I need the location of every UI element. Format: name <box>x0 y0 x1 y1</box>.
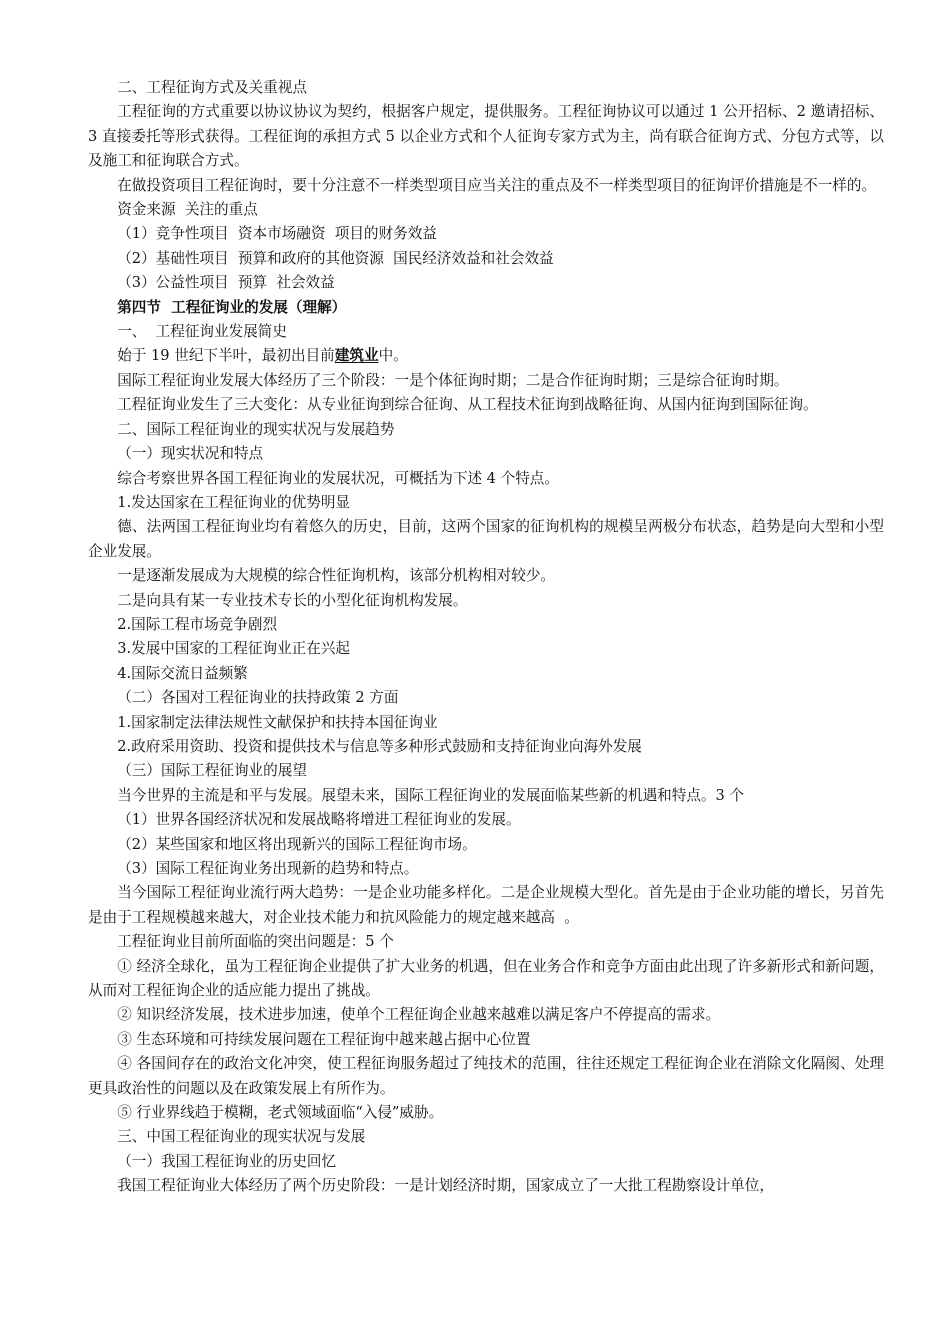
list-item: （3）国际工程征询业务出现新的趋势和特点。 <box>117 860 419 877</box>
construction-industry-link[interactable]: 建筑业 <box>334 347 379 365</box>
list-item: （1）竞争性项目 资本市场融资 项目的财务效益 <box>117 225 437 243</box>
paragraph-text: 中。 <box>378 347 408 365</box>
chapter-heading: 第四节 工程征询业的发展（理解） <box>117 298 347 316</box>
list-item: （2）某些国家和地区将出现新兴的国际工程征询市场。 <box>117 835 477 853</box>
document-page <box>88 76 884 1199</box>
list-item: 3.发展中国家的工程征询业正在兴起 <box>117 640 351 658</box>
list-item: ④ 各国间存在的政治文化冲突，使工程征询服务超过了纯技术的范围，往往还规定工程征询企业在消除文化隔阂、处理更具政治性的问题以及在政策发展上有所作为。 <box>88 1055 884 1097</box>
body-paragraph: 当今国际工程征询业流行两大趋势：一是企业功能多样化。二是企业规模大型化。首先是由于企业功能的增长，另首先是由于工程规模越来越大，对企业技术能力和抗风险能力的规定越来越高 。 <box>88 884 884 926</box>
subsection-heading: （三）国际工程征询业的展望 <box>117 762 307 780</box>
list-item: 4.国际交流日益频繁 <box>117 664 248 682</box>
section-heading: 二、国际工程征询业的现实状况与发展趋势 <box>117 420 395 438</box>
body-paragraph: 二是向具有某一专业技术专长的小型化征询机构发展。 <box>117 591 468 609</box>
list-header: 资金来源 关注的重点 <box>117 201 258 219</box>
body-paragraph: 我国工程征询业大体经历了两个历史阶段：一是计划经济时期，国家成立了一大批工程勘察设计单位， <box>117 1177 774 1195</box>
paragraph-text: 始于 19 世纪下半叶，最初出目前 <box>117 347 335 365</box>
subsection-heading: （二）各国对工程征询业的扶持政策 2 方面 <box>117 689 399 707</box>
body-paragraph: 在做投资项目工程征询时，要十分注意不一样类型项目应当关注的重点及不一样类型项目的征询评价措施是不一样的。 <box>117 176 877 194</box>
list-item: 1.国家制定法律法规性文献保护和扶持本国征询业 <box>117 713 438 731</box>
section-heading: 二、工程征询方式及关重视点 <box>117 79 307 96</box>
body-paragraph: 当今世界的主流是和平与发展。展望未来，国际工程征询业的发展面临某些新的机遇和特点。3 个 <box>117 786 745 804</box>
list-item: 2.国际工程市场竞争剧烈 <box>117 615 278 633</box>
section-heading: 三、中国工程征询业的现实状况与发展 <box>117 1128 366 1146</box>
list-item: ③ 生态环境和可持续发展问题在工程征询中越来越占据中心位置 <box>117 1030 531 1048</box>
list-item: （1）世界各国经济状况和发展战略将增进工程征询业的发展。 <box>117 811 521 829</box>
subsection-heading: （一）现实状况和特点 <box>117 445 264 463</box>
body-paragraph-with-link <box>88 344 884 368</box>
section-heading: 一、 工程征询业发展简史 <box>117 323 287 341</box>
body-paragraph: 工程征询业发生了三大变化：从专业征询到综合征询、从工程技术征询到战略征询、从国内征询到国际征询。 <box>117 396 818 414</box>
list-item: ⑤ 行业界线趋于模糊，老式领域面临“入侵”威胁。 <box>117 1104 444 1122</box>
list-item: ① 经济全球化，虽为工程征询企业提供了扩大业务的机遇，但在业务合作和竞争方面由此出现了许多新形式和新问题，从而对工程征询企业的适应能力提出了挑战。 <box>88 957 884 1000</box>
body-paragraph: 德、法两国工程征询业均有着悠久的历史，目前，这两个国家的征询机构的规模呈两极分布状态，趋势是向大型和小型企业发展。 <box>88 518 884 560</box>
list-item: （3）公益性项目 预算 社会效益 <box>117 274 335 292</box>
list-item: （2）基础性项目 预算和政府的其他资源 国民经济效益和社会效益 <box>117 249 554 267</box>
body-paragraph: 工程征询业目前所面临的突出问题是：5 个 <box>117 933 394 951</box>
list-item: ② 知识经济发展，技术进步加速，使单个工程征询企业越来越难以满足客户不停提高的需求。 <box>117 1006 721 1024</box>
body-paragraph: 国际工程征询业发展大体经历了三个阶段：一是个体征询时期；二是合作征询时期；三是综合征询时期。 <box>117 371 789 389</box>
body-paragraph: 工程征询的方式重要以协议协议为契约，根据客户规定，提供服务。工程征询协议可以通过 1 公开招标、2 邀请招标、3 直接委托等形式获得。工程征询的承担方式 5 以企业方式和个人征询专家方式为主，尚有联合征询方式、分包方式等，以及施工和征询联合方式。 <box>88 103 884 170</box>
subsection-heading: （一）我国工程征询业的历史回忆 <box>117 1152 337 1170</box>
list-item: 2.政府采用资助、投资和提供技术与信息等多种形式鼓励和支持征询业向海外发展 <box>117 737 642 755</box>
body-paragraph: 一是逐渐发展成为大规模的综合性征询机构，该部分机构相对较少。 <box>117 567 556 585</box>
body-paragraph: 综合考察世界各国工程征询业的发展状况，可概括为下述 4 个特点。 <box>117 469 559 487</box>
list-item: 1.发达国家在工程征询业的优势明显 <box>117 493 351 511</box>
